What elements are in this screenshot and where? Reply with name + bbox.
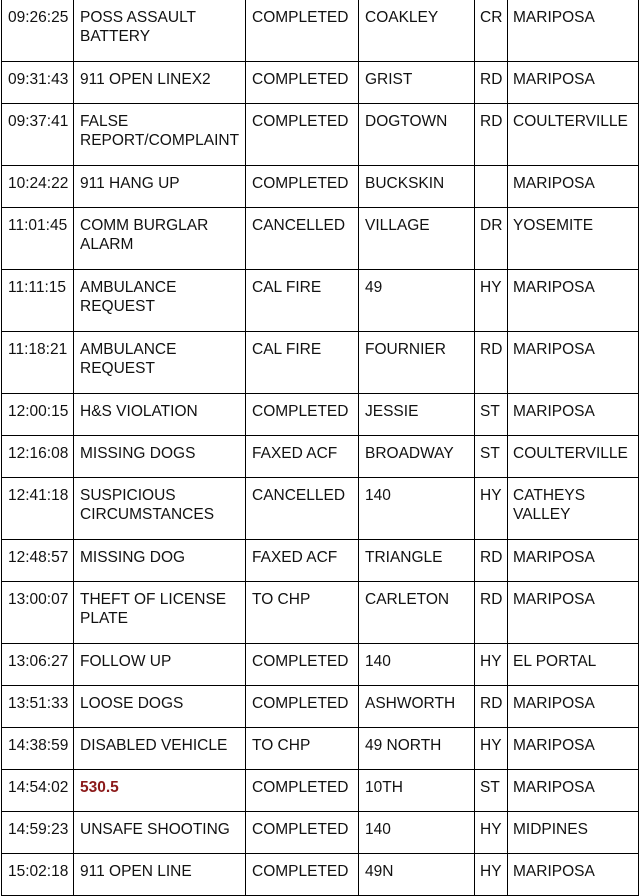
street-type-cell: RD	[475, 104, 508, 166]
city-cell: YOSEMITE	[508, 208, 639, 270]
street-cell: 140	[359, 644, 475, 686]
call-log-body	[2, 0, 639, 896]
call-type-cell: FOLLOW UP	[74, 644, 246, 686]
street-type-cell: HY	[475, 728, 508, 770]
table-row	[2, 478, 639, 540]
street-cell: 49N	[359, 854, 475, 896]
disposition-cell: TO CHP	[246, 582, 359, 644]
table-row	[2, 540, 639, 582]
street-cell: TRIANGLE	[359, 540, 475, 582]
street-type-cell: ST	[475, 770, 508, 812]
disposition-cell: COMPLETED	[246, 686, 359, 728]
disposition-cell: COMPLETED	[246, 166, 359, 208]
city-cell: COULTERVILLE	[508, 436, 639, 478]
call-time-cell: 13:51:33	[2, 686, 74, 728]
call-time-cell: 10:24:22	[2, 166, 74, 208]
disposition-cell: FAXED ACF	[246, 540, 359, 582]
city-cell: MARIPOSA	[508, 332, 639, 394]
street-cell: BUCKSKIN	[359, 166, 475, 208]
street-type-cell: RD	[475, 332, 508, 394]
disposition-cell: COMPLETED	[246, 812, 359, 854]
street-cell: DOGTOWN	[359, 104, 475, 166]
disposition-cell: CANCELLED	[246, 478, 359, 540]
street-type-cell: RD	[475, 540, 508, 582]
street-cell: 49	[359, 270, 475, 332]
city-cell: MARIPOSA	[508, 166, 639, 208]
street-cell: COAKLEY	[359, 0, 475, 62]
street-cell: 49 NORTH	[359, 728, 475, 770]
call-type-cell: H&S VIOLATION	[74, 394, 246, 436]
table-row	[2, 854, 639, 896]
street-cell: JESSIE	[359, 394, 475, 436]
city-cell: MARIPOSA	[508, 0, 639, 62]
call-time-cell: 13:00:07	[2, 582, 74, 644]
call-type-cell: THEFT OF LICENSE PLATE	[74, 582, 246, 644]
call-time-cell: 14:54:02	[2, 770, 74, 812]
street-type-cell: HY	[475, 812, 508, 854]
disposition-cell: CANCELLED	[246, 208, 359, 270]
table-row	[2, 332, 639, 394]
call-time-cell: 12:48:57	[2, 540, 74, 582]
disposition-cell: COMPLETED	[246, 644, 359, 686]
street-cell: 140	[359, 812, 475, 854]
city-cell: MARIPOSA	[508, 582, 639, 644]
call-log-table	[1, 0, 639, 896]
street-type-cell: RD	[475, 62, 508, 104]
call-type-cell: 911 OPEN LINEX2	[74, 62, 246, 104]
street-cell: 140	[359, 478, 475, 540]
street-cell: CARLETON	[359, 582, 475, 644]
city-cell: EL PORTAL	[508, 644, 639, 686]
call-time-cell: 09:31:43	[2, 62, 74, 104]
call-time-cell: 12:00:15	[2, 394, 74, 436]
table-row	[2, 62, 639, 104]
call-type-cell: COMM BURGLAR ALARM	[74, 208, 246, 270]
city-cell: CATHEYS VALLEY	[508, 478, 639, 540]
city-cell: MARIPOSA	[508, 686, 639, 728]
call-time-cell: 11:01:45	[2, 208, 74, 270]
table-row	[2, 686, 639, 728]
city-cell: MARIPOSA	[508, 394, 639, 436]
call-time-cell: 11:18:21	[2, 332, 74, 394]
street-type-cell: RD	[475, 582, 508, 644]
table-row	[2, 644, 639, 686]
table-row	[2, 166, 639, 208]
table-row	[2, 770, 639, 812]
city-cell: MARIPOSA	[508, 540, 639, 582]
call-type-cell: SUSPICIOUS CIRCUMSTANCES	[74, 478, 246, 540]
call-type-cell: MISSING DOGS	[74, 436, 246, 478]
street-type-cell: HY	[475, 644, 508, 686]
city-cell: MARIPOSA	[508, 728, 639, 770]
call-type-cell: 911 HANG UP	[74, 166, 246, 208]
disposition-cell: COMPLETED	[246, 394, 359, 436]
table-row	[2, 728, 639, 770]
disposition-cell: COMPLETED	[246, 770, 359, 812]
street-type-cell	[475, 166, 508, 208]
street-type-cell: CR	[475, 0, 508, 62]
call-type-cell: DISABLED VEHICLE	[74, 728, 246, 770]
table-row	[2, 0, 639, 62]
call-type-cell: LOOSE DOGS	[74, 686, 246, 728]
city-cell: COULTERVILLE	[508, 104, 639, 166]
call-time-cell: 11:11:15	[2, 270, 74, 332]
table-row	[2, 208, 639, 270]
call-time-cell: 12:16:08	[2, 436, 74, 478]
city-cell: MARIPOSA	[508, 770, 639, 812]
street-type-cell: ST	[475, 394, 508, 436]
street-type-cell: RD	[475, 686, 508, 728]
table-row	[2, 436, 639, 478]
street-type-cell: HY	[475, 854, 508, 896]
call-time-cell: 15:02:18	[2, 854, 74, 896]
disposition-cell: FAXED ACF	[246, 436, 359, 478]
call-time-cell: 14:59:23	[2, 812, 74, 854]
table-row	[2, 394, 639, 436]
street-cell: BROADWAY	[359, 436, 475, 478]
call-type-cell: AMBULANCE REQUEST	[74, 332, 246, 394]
street-cell: ASHWORTH	[359, 686, 475, 728]
table-row	[2, 270, 639, 332]
city-cell: MARIPOSA	[508, 854, 639, 896]
call-type-cell: POSS ASSAULT BATTERY	[74, 0, 246, 62]
street-cell: GRIST	[359, 62, 475, 104]
call-time-cell: 13:06:27	[2, 644, 74, 686]
call-time-cell: 09:26:25	[2, 0, 74, 62]
disposition-cell: TO CHP	[246, 728, 359, 770]
table-row	[2, 812, 639, 854]
call-type-cell: 911 OPEN LINE	[74, 854, 246, 896]
call-time-cell: 12:41:18	[2, 478, 74, 540]
disposition-cell: COMPLETED	[246, 104, 359, 166]
disposition-cell: CAL FIRE	[246, 270, 359, 332]
call-type-cell: 530.5	[74, 770, 246, 812]
call-time-cell: 09:37:41	[2, 104, 74, 166]
call-time-cell: 14:38:59	[2, 728, 74, 770]
call-type-cell: MISSING DOG	[74, 540, 246, 582]
street-type-cell: HY	[475, 270, 508, 332]
street-cell: 10TH	[359, 770, 475, 812]
disposition-cell: CAL FIRE	[246, 332, 359, 394]
call-type-cell: AMBULANCE REQUEST	[74, 270, 246, 332]
disposition-cell: COMPLETED	[246, 854, 359, 896]
city-cell: MARIPOSA	[508, 62, 639, 104]
table-row	[2, 104, 639, 166]
street-cell: VILLAGE	[359, 208, 475, 270]
call-type-cell: FALSE REPORT/COMPLAINT	[74, 104, 246, 166]
street-type-cell: DR	[475, 208, 508, 270]
street-cell: FOURNIER	[359, 332, 475, 394]
street-type-cell: HY	[475, 478, 508, 540]
street-type-cell: ST	[475, 436, 508, 478]
disposition-cell: COMPLETED	[246, 0, 359, 62]
table-row	[2, 582, 639, 644]
city-cell: MIDPINES	[508, 812, 639, 854]
disposition-cell: COMPLETED	[246, 62, 359, 104]
city-cell: MARIPOSA	[508, 270, 639, 332]
call-type-cell: UNSAFE SHOOTING	[74, 812, 246, 854]
